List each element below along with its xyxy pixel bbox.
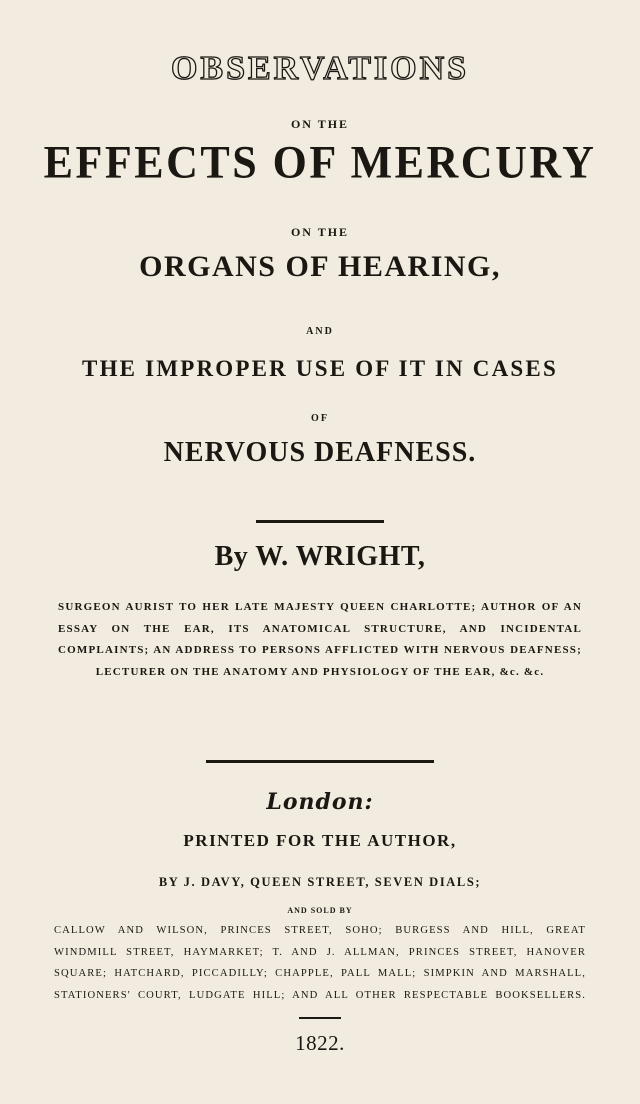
imprint-printed-for: PRINTED FOR THE AUTHOR,	[183, 831, 457, 850]
imprint-sold-by: AND SOLD BY	[287, 906, 353, 915]
booksellers-line: SQUARE; HATCHARD, PICCADILLY; CHAPPLE, PALL MALL; SIMPKIN AND MARSHALL,	[54, 968, 586, 979]
connector-on-the-2: ON THE	[290, 225, 350, 239]
title-organs-of-hearing: ORGANS OF HEARING,	[139, 250, 501, 283]
imprint-printer: BY J. DAVY, QUEEN STREET, SEVEN DIALS;	[158, 875, 482, 889]
connector-of: OF	[311, 413, 329, 424]
divider-rule-top	[256, 520, 384, 523]
title-nervous-deafness: NERVOUS DEAFNESS.	[163, 437, 477, 468]
divider-rule-bottom	[299, 1017, 341, 1019]
booksellers-list	[54, 920, 586, 1006]
author-byline: By W. WRIGHT,	[214, 541, 426, 572]
title-observations: OBSERVATIONS	[170, 50, 470, 87]
booksellers-line: CALLOW AND WILSON, PRINCES STREET, SOHO; BURGESS AND HILL, GREAT	[54, 925, 586, 936]
divider-rule-middle	[206, 760, 434, 763]
booksellers-line: WINDMILL STREET, HAYMARKET; T. AND J. ALLMAN, PRINCES STREET, HANOVER	[54, 946, 586, 958]
booksellers-line: STATIONERS' COURT, LUDGATE HILL; AND ALL OTHER RESPECTABLE BOOKSELLERS.	[54, 989, 586, 1001]
connector-on-the-1: ON THE	[290, 117, 350, 131]
author-credentials: SURGEON AURIST TO HER LATE MAJESTY QUEEN CHARLOTTE; AUTHOR OF AN ESSAY ON THE EAR, ITS ANATOMICAL STRUCTURE, AND INCIDENTAL COMPLAINTS; AN ADDRESS TO PERSONS AFFLICTED WITH NERVOUS DEAFNESS; LECTURER ON THE ANATOMY AND PHYSIOLOGY OF THE EAR, &c. &c.	[58, 601, 582, 678]
publication-year: 1822.	[295, 1031, 345, 1055]
title-effects-of-mercury: EFFECTS OF MERCURY	[43, 136, 597, 189]
imprint-place: London:	[266, 789, 374, 815]
title-improper-use: THE IMPROPER USE OF IT IN CASES	[82, 356, 558, 381]
connector-and: AND	[306, 326, 334, 337]
